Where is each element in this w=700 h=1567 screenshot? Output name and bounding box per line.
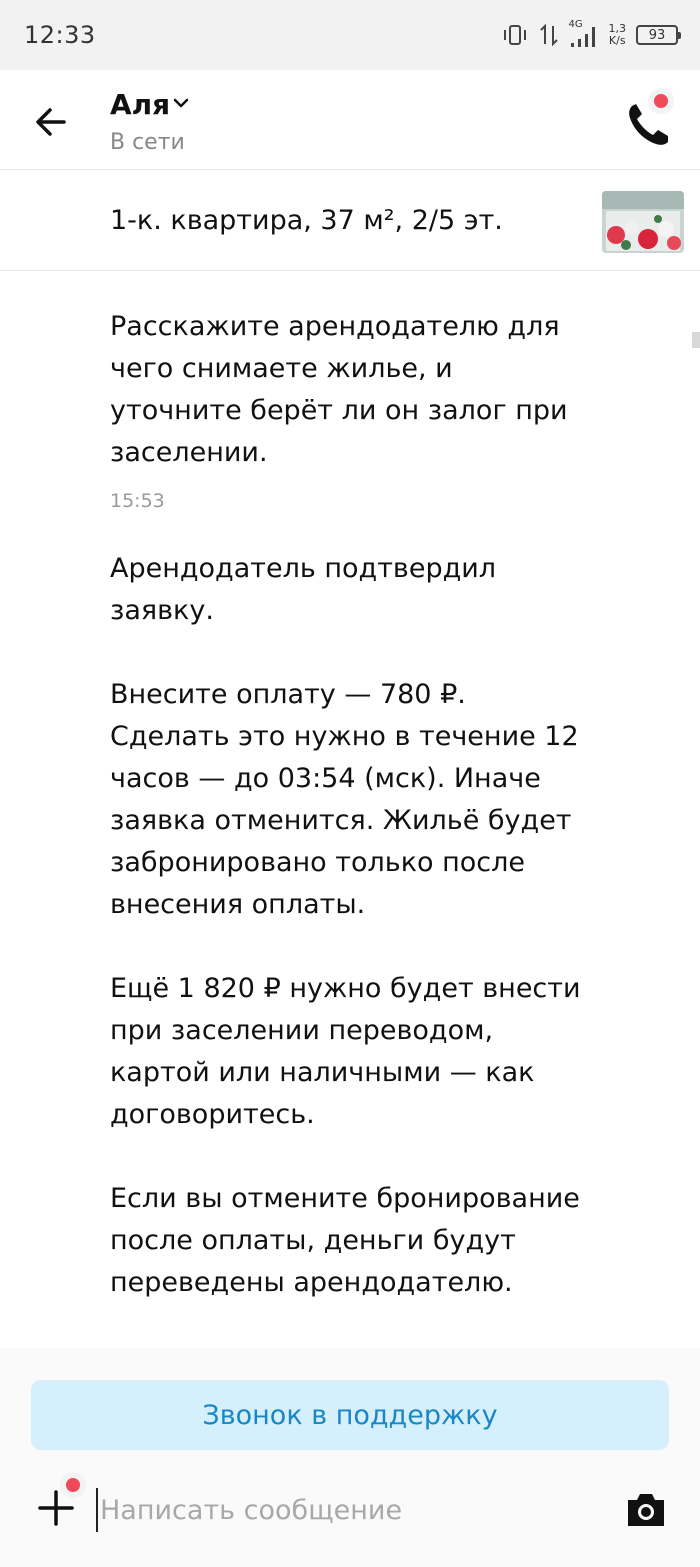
data-transfer-icon	[539, 22, 559, 48]
contact-status: В сети	[110, 130, 185, 155]
message-paragraph: Арендодатель подтвердил заявку.	[110, 553, 497, 626]
message-timestamp: 15:53	[110, 490, 165, 512]
status-time: 12:33	[24, 21, 96, 49]
battery-level: 93	[648, 27, 666, 43]
network-speed	[609, 23, 627, 47]
battery-indicator	[636, 25, 678, 45]
network-type-label: 4G	[568, 19, 583, 30]
message-paragraph: Внесите оплату — 780 ₽. Сделать это нужно в течение 12 часов — до 03:54 (мск). Иначе заявка отменится. Жильё будет забронировано только после внесения оплаты.	[110, 679, 579, 920]
back-button[interactable]	[30, 102, 78, 142]
status-bar	[0, 0, 700, 70]
system-message	[110, 548, 590, 1304]
system-message	[110, 306, 590, 474]
listing-photo	[602, 191, 684, 253]
message-paragraph: Расскажите арендодателю для чего снимаете жилье, и уточните берёт ли он залог при заселении.	[110, 311, 568, 468]
listing-card[interactable]	[0, 171, 700, 271]
notification-dot	[654, 94, 668, 108]
vibrate-icon	[501, 23, 529, 47]
support-call-button[interactable]: Звонок в поддержку	[31, 1380, 669, 1450]
cellular-signal	[569, 21, 599, 49]
message-paragraph: Если вы отмените бронирование после оплаты, деньги будут переведены арендодателю.	[110, 1183, 580, 1298]
chevron-down-icon[interactable]	[172, 96, 190, 110]
call-notification-badge	[648, 88, 674, 114]
status-icons	[501, 21, 679, 49]
message-input[interactable]	[96, 1488, 596, 1532]
message-list[interactable]	[0, 272, 700, 1348]
contact-name[interactable]: Аля	[110, 88, 171, 121]
chat-header	[0, 70, 700, 170]
notification-dot	[66, 1478, 80, 1492]
network-speed-unit: K/s	[608, 34, 626, 47]
attach-notification-badge	[60, 1472, 86, 1498]
message-paragraph: Ещё 1 820 ₽ нужно будет внести при заселении переводом, картой или наличными — как договоритесь.	[110, 973, 581, 1130]
listing-thumbnail[interactable]	[602, 191, 684, 253]
camera-icon	[624, 1490, 668, 1530]
call-button[interactable]	[622, 98, 674, 150]
arrow-left-icon	[30, 102, 78, 142]
network-speed-value: 1,3	[608, 22, 626, 35]
composer-area	[0, 1348, 700, 1567]
listing-title[interactable]: 1-к. квартира, 37 м², 2/5 эт.	[110, 205, 503, 236]
camera-button[interactable]	[624, 1490, 668, 1530]
attach-button[interactable]	[34, 1486, 78, 1530]
scrollbar-thumb[interactable]	[692, 332, 700, 348]
